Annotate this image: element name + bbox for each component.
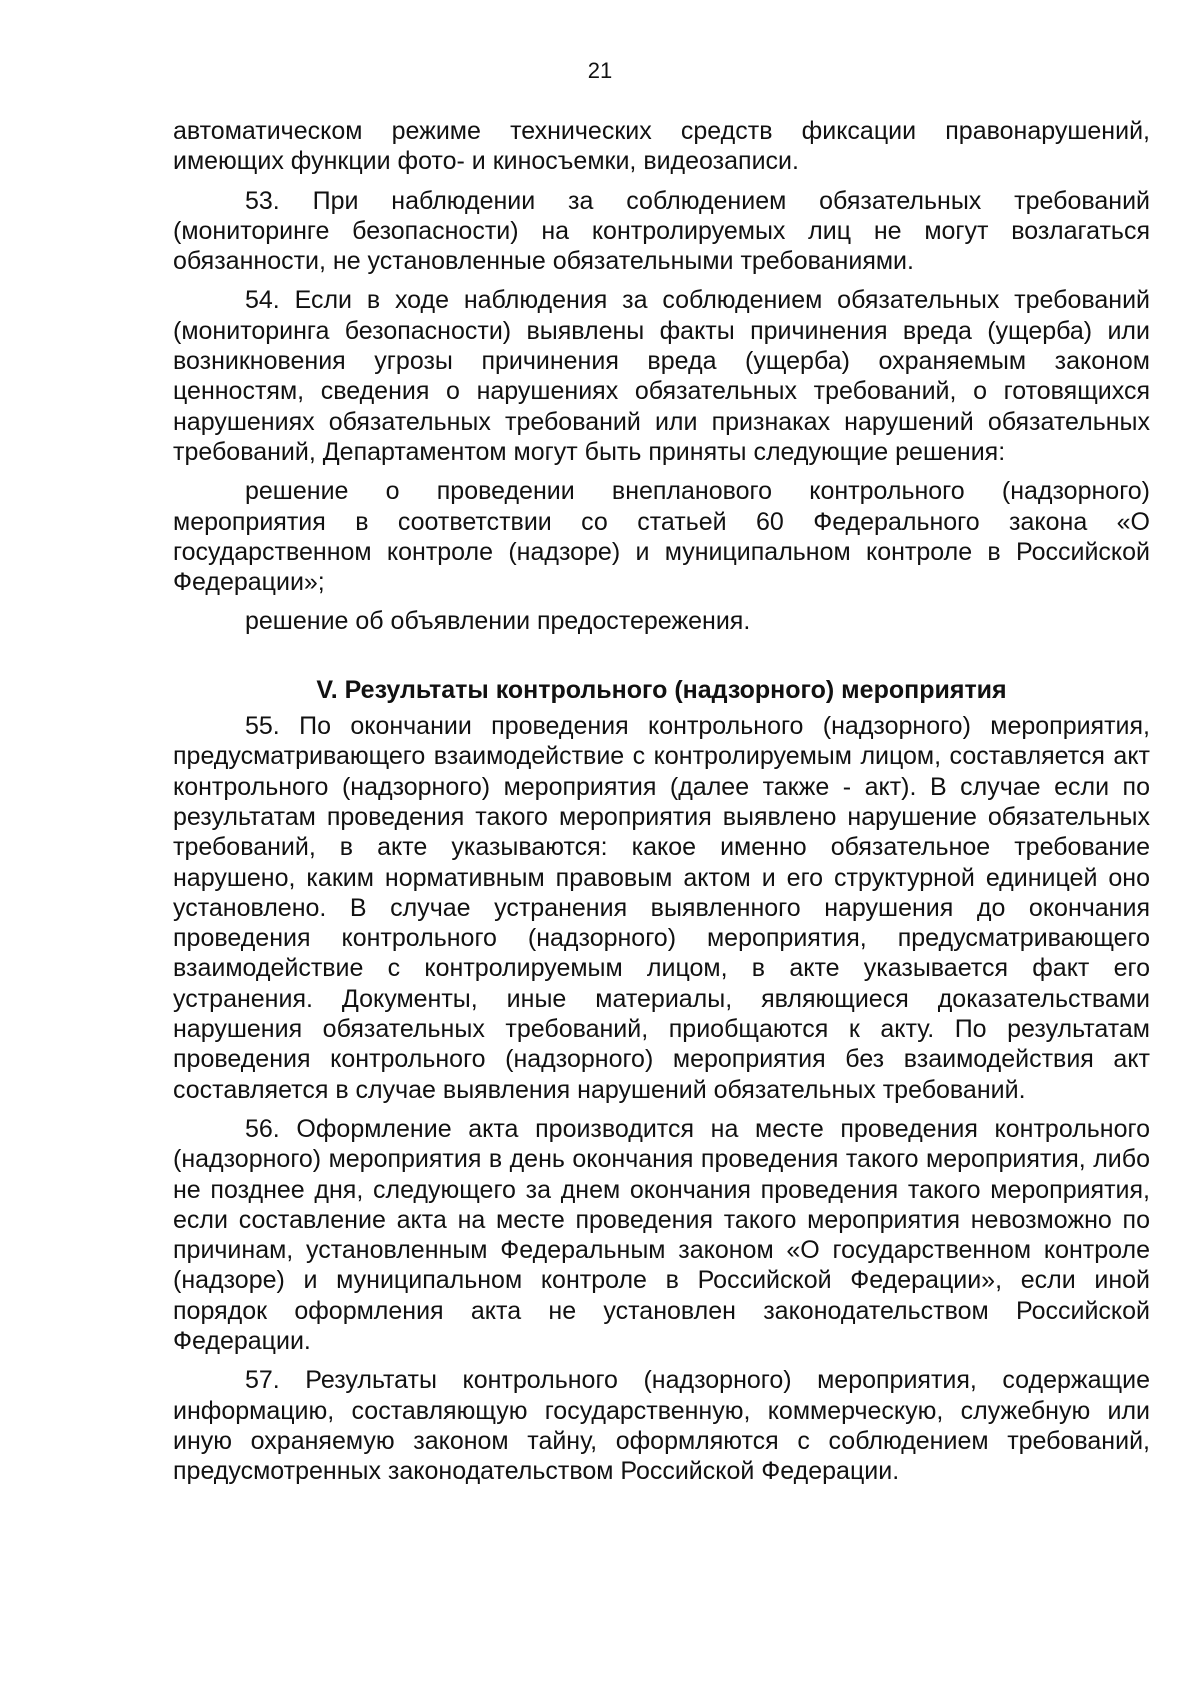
paragraph-56: 56. Оформление акта производится на месте проведения контрольного (надзорного) мероприятия в день окончания проведения такого мероприятия, либо не позднее дня, следующего за днем окончания проведения такого мероприятия, если составление акта на месте проведения такого мероприятия невозможно по причинам, установленным Федеральным законом «О государственном контроле (надзоре) и муниципальном контроле в Российской Федерации», если иной порядок оформления акта не установлен законодательством Российской Федерации. xyxy=(173,1114,1150,1355)
section-heading: V. Результаты контрольного (надзорного) мероприятия xyxy=(316,675,1007,704)
paragraph-55: 55. По окончании проведения контрольного (надзорного) мероприятия, предусматривающего взаимодействие с контролируемым лицом, составляется акт контрольного (надзорного) мероприятия (далее также - акт). В случае если по результатам проведения такого мероприятия выявлено нарушение обязательных требований, в акте указываются: какое именно обязательное требование нарушено, каким нормативным правовым актом и его структурной единицей оно установлено. В случае устранения выявленного нарушения до окончания проведения контрольного (надзорного) мероприятия, предусматривающего взаимодействие с контролируемым лицом, в акте указывается факт его устранения. Документы, иные материалы, являющиеся доказательствами нарушения обязательных требований, приобщаются к акту. По результатам проведения контрольного (надзорного) мероприятия без взаимодействия акт составляется в случае выявления нарушений обязательных требований. xyxy=(173,712,1150,1104)
paragraph-54-decision-inspection: решение о проведении внепланового контрольного (надзорного) мероприятия в соответствии со статьей 60 Федерального закона «О государственном контроле (надзоре) и муниципальном контроле в Российской Федерации»; xyxy=(173,477,1150,597)
paragraph-54-decision-warning: решение об объявлении предостережения. xyxy=(245,607,751,636)
page-number: 21 xyxy=(587,58,613,83)
paragraph-54: 54. Если в ходе наблюдения за соблюдением обязательных требований (мониторинга безопасности) выявлены факты причинения вреда (ущерба) или возникновения угрозы причинения вреда (ущерба) охраняемым законом ценностям, сведения о нарушениях обязательных требований, о готовящихся нарушениях обязательных требований или признаках нарушений обязательных требований, Департаментом могут быть приняты следующие решения: xyxy=(173,286,1150,466)
paragraph-53: 53. При наблюдении за соблюдением обязательных требований (мониторинге безопасности) на контролируемых лиц не могут возлагаться обязанности, не установленные обязательными требованиями. xyxy=(173,186,1150,276)
paragraph-continuation: автоматическом режиме технических средств фиксации правонарушений, имеющих функции фото- и киносъемки, видеозаписи. xyxy=(173,117,1150,176)
document-body xyxy=(173,116,1150,1495)
paragraph-57: 57. Результаты контрольного (надзорного) мероприятия, содержащие информацию, составляющую государственную, коммерческую, служебную или иную охраняемую законом тайну, оформляются с соблюдением требований, предусмотренных законодательством Российской Федерации. xyxy=(173,1366,1150,1486)
